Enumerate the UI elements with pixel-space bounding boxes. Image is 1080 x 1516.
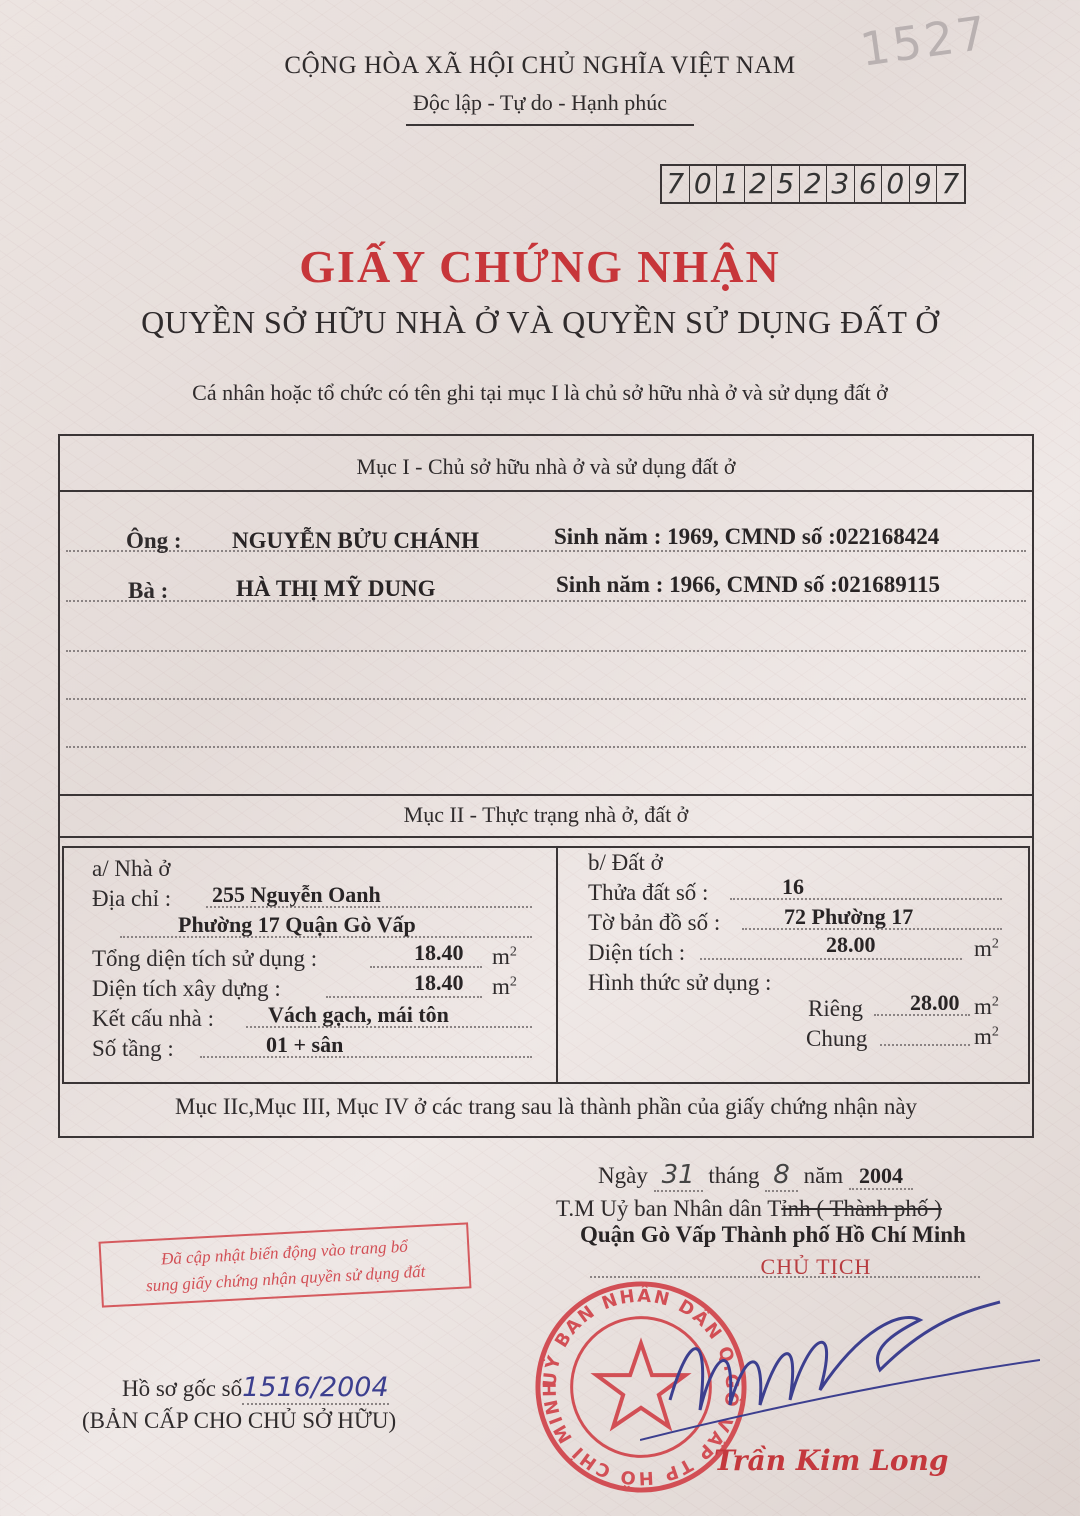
owner2-info: Sinh năm : 1966, CMND số :021689115	[556, 572, 941, 597]
owner2-name: HÀ THỊ MỸ DUNG	[236, 576, 436, 601]
owner2-label: Bà :	[128, 578, 169, 603]
unit-text: m	[974, 1024, 992, 1049]
serial-number-box	[660, 164, 966, 204]
section1-title: Mục I - Chủ sở hữu nhà ở và sử dụng đất ở	[356, 454, 736, 479]
map-value: 72 Phường 17	[784, 904, 914, 929]
document-title: GIẤY CHỨNG NHẬN	[299, 241, 781, 292]
owner1-info: Sinh năm : 1969, CMND số :022168424	[554, 524, 940, 549]
seal-text: UỶ BAN NHÂN DÂN Q.GÒ VẤP TP HỒ CHÍ MINH	[539, 1285, 743, 1489]
serial-digit: 7	[662, 166, 690, 202]
owner1-name: NGUYỄN BỬU CHÁNH	[232, 528, 480, 553]
dotted-line	[700, 958, 962, 960]
floors-label: Số tầng :	[92, 1036, 174, 1061]
house-heading: a/ Nhà ở	[92, 856, 171, 881]
unit-m2: $m^2$	[974, 994, 999, 1019]
unit-text: m	[492, 974, 510, 999]
unit-text: m	[974, 936, 992, 961]
dotted-line	[66, 600, 1026, 602]
serial-digit: 3	[827, 166, 855, 202]
private-label: Riêng	[808, 996, 863, 1021]
dotted-line	[326, 996, 482, 998]
update-stamp-line1: Đã cập nhật biến động vào trang bổ	[160, 1236, 409, 1269]
month-value: 8	[765, 1160, 798, 1192]
document-subtitle: QUYỀN SỞ HỮU NHÀ Ở VÀ QUYỀN SỬ DỤNG ĐẤT Ở	[141, 304, 939, 340]
dotted-line	[66, 746, 1026, 748]
signer-name: Trần Kim Long	[714, 1444, 949, 1477]
unit-m2: $m^2$	[492, 974, 517, 999]
divider	[58, 836, 1034, 838]
house-address-line2: Phường 17 Quận Gò Vấp	[178, 912, 416, 937]
dotted-line	[66, 698, 1026, 700]
unit-text: m	[492, 944, 510, 969]
divider	[58, 490, 1034, 492]
section2-title: Mục II - Thực trạng nhà ở, đất ở	[403, 802, 689, 827]
column-divider	[556, 846, 558, 1084]
build-area-value: 18.40	[414, 970, 464, 995]
motto-underline	[406, 124, 694, 126]
record-label: Hồ sơ gốc số	[122, 1376, 243, 1401]
role-title: CHỦ TỊCH	[760, 1254, 872, 1279]
owner1-label: Ông :	[126, 528, 182, 553]
serial-digit: 2	[745, 166, 773, 202]
dotted-line	[200, 1056, 532, 1058]
day-label: Ngày	[598, 1163, 648, 1188]
signature-scribble	[640, 1290, 1040, 1450]
usage-label: Hình thức sử dụng :	[588, 970, 772, 995]
floors-value: 01 + sân	[266, 1032, 344, 1057]
update-stamp-line2: sung giấy chứng nhận quyền sử dụng đất	[145, 1261, 426, 1296]
dotted-line	[66, 650, 1026, 652]
year-value: 2004	[849, 1163, 913, 1190]
unit-m2: $m^2$	[974, 936, 999, 961]
serial-digit: 5	[772, 166, 800, 202]
plot-label: Thửa đất số :	[588, 880, 709, 905]
record-number	[122, 1372, 389, 1403]
intro-text: Cá nhân hoặc tổ chức có tên ghi tại mục I là chủ sở hữu nhà ở và sử dụng đất ở	[192, 380, 888, 405]
month-label: tháng	[708, 1163, 760, 1188]
divider	[58, 794, 1034, 796]
dotted-line	[66, 550, 1026, 552]
dotted-line	[880, 1044, 970, 1046]
build-area-label: Diện tích xây dựng :	[92, 976, 281, 1001]
year-label: năm	[803, 1163, 844, 1188]
serial-digit: 6	[855, 166, 883, 202]
country-heading: CỘNG HÒA XÃ HỘI CHỦ NGHĨA VIỆT NAM	[284, 52, 796, 79]
authority-line1	[556, 1196, 942, 1222]
land-heading: b/ Đất ở	[588, 850, 663, 875]
serial-digit: 1	[717, 166, 745, 202]
dotted-line	[730, 898, 1002, 900]
total-area-value: 18.40	[414, 940, 464, 965]
footer-note: Mục IIc,Mục III, Mục IV ở các trang sau là thành phần của giấy chứng nhận này	[174, 1094, 918, 1119]
map-label: Tờ bản đồ số :	[588, 910, 721, 935]
serial-digit: 0	[690, 166, 718, 202]
private-value: 28.00	[910, 990, 960, 1015]
copy-note: (BẢN CẤP CHO CHỦ SỞ HỮU)	[82, 1408, 397, 1433]
structure-value: Vách gạch, mái tôn	[268, 1002, 449, 1027]
serial-digit: 9	[910, 166, 938, 202]
update-stamp	[99, 1222, 472, 1307]
dotted-line	[370, 966, 482, 968]
plot-value: 16	[782, 874, 804, 899]
authority-prefix: T.M Uỷ ban Nhân dân T	[556, 1196, 782, 1221]
record-value: 1516/2004	[242, 1372, 389, 1403]
authority-struck: ỉnh ( Thành phố )	[781, 1196, 942, 1221]
serial-digit: 2	[800, 166, 828, 202]
day-value: 31	[654, 1160, 703, 1192]
house-address-label: Địa chỉ :	[92, 886, 172, 911]
land-area-value: 28.00	[826, 932, 876, 957]
total-area-label: Tổng diện tích sử dụng :	[92, 946, 318, 971]
serial-digit: 7	[941, 167, 960, 200]
house-address-line1: 255 Nguyễn Oanh	[212, 882, 381, 907]
motto: Độc lập - Tự do - Hạnh phúc	[412, 90, 668, 115]
unit-text: m	[974, 994, 992, 1019]
shared-label: Chung	[806, 1026, 868, 1051]
issue-date	[598, 1160, 913, 1190]
unit-m2: $m^2$	[492, 944, 517, 969]
serial-digit: 0	[882, 166, 910, 202]
corner-handwritten-number: 1527	[856, 5, 993, 77]
land-area-label: Diện tích :	[588, 940, 686, 965]
unit-m2: $m^2$	[974, 1024, 999, 1049]
authority-line2: Quận Gò Vấp Thành phố Hồ Chí Minh	[580, 1222, 966, 1247]
structure-label: Kết cấu nhà :	[92, 1006, 214, 1031]
